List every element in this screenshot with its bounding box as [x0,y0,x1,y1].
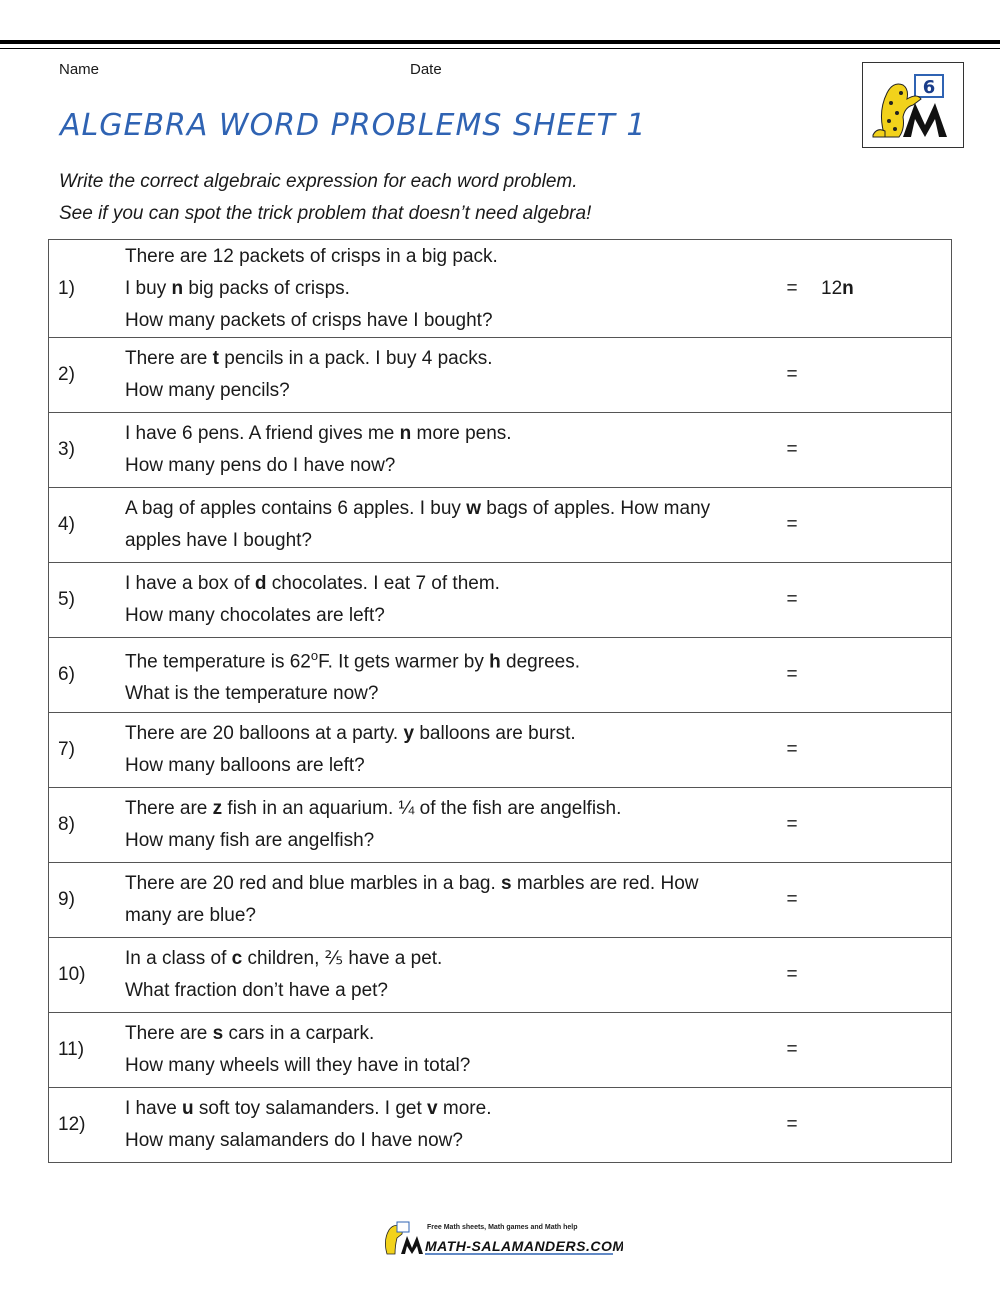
equals-sign: = [777,1088,807,1163]
problem-row [49,338,952,413]
answer-field[interactable] [807,1013,952,1088]
problem-number: 8) [49,788,126,863]
text-segment: What fraction don’t have a pet? [125,980,388,1001]
logo-grade: 6 [922,77,936,98]
problem-number: 5) [49,563,126,638]
equals-sign: = [777,413,807,488]
equals-sign: = [777,563,807,638]
text-segment: There are [125,348,213,369]
text-segment: F. It gets warmer by [318,651,490,673]
text-segment: children, ⅖ have a pet. [242,948,443,969]
problem-line [125,868,777,900]
text-segment: many are blue? [125,905,256,926]
variable: n [171,277,184,299]
variable: v [427,1098,438,1119]
problem-line [125,305,777,337]
problem-line [125,1018,777,1050]
answer-field[interactable] [807,338,952,413]
answer-field[interactable] [807,938,952,1013]
problem-line [125,943,777,975]
variable: d [254,573,267,594]
problem-line [125,568,777,600]
text-segment: more pens. [411,423,512,444]
variable: z [212,798,223,819]
variable: s [501,873,512,894]
equals-sign: = [777,638,807,713]
answer-text: 12 [821,277,843,299]
answer-field[interactable] [807,638,952,713]
answer-variable: n [842,277,854,299]
problem-row [49,638,952,713]
answer-field[interactable] [807,1088,952,1163]
equals-sign: = [777,788,807,863]
text-segment: There are 20 red and blue marbles in a bag. [125,873,502,894]
text-segment: marbles are red. How [511,873,699,894]
problem-number: 1) [49,240,126,338]
problem-line [125,493,777,525]
problem-text [125,563,777,638]
problem-text [125,788,777,863]
problem-line [125,1093,777,1125]
problem-number: 11) [49,1013,126,1088]
text-segment: What is the temperature now? [125,683,379,705]
footer-tagline: Free Math sheets, Math games and Math help [427,1224,578,1231]
equals-sign: = [777,240,807,338]
problem-line [125,900,777,932]
text-segment: pencils in a pack. I buy 4 packs. [218,348,493,369]
text-segment: How many chocolates are left? [125,605,385,626]
answer-field[interactable] [807,413,952,488]
problem-line [125,640,777,678]
problem-row [49,1013,952,1088]
problem-line [125,1050,777,1082]
problem-text [125,1013,777,1088]
date-label: Date [410,61,442,78]
text-segment: How many pens do I have now? [125,455,396,476]
text-segment: apples have I bought? [125,530,312,551]
problem-number: 9) [49,863,126,938]
problem-number: 12) [49,1088,126,1163]
problem-number: 6) [49,638,126,713]
top-rule-thick [0,40,1000,44]
math-salamanders-logo [862,62,964,148]
problem-text [125,938,777,1013]
problem-text [125,713,777,788]
footer-logo [383,1218,623,1258]
answer-field[interactable] [807,240,952,338]
equals-sign: = [777,338,807,413]
salamander-logo-icon [863,63,963,147]
text-segment: There are [125,1023,213,1044]
problem-line [125,525,777,557]
text-segment: There are 12 packets of crisps in a big pack. [125,245,498,267]
instruction-line: See if you can spot the trick problem that doesn’t need algebra! [59,203,592,224]
answer-field[interactable] [807,488,952,563]
problem-line [125,450,777,482]
problem-text [125,240,777,338]
variable: y [403,723,415,744]
problem-number: 4) [49,488,126,563]
answer-field[interactable] [807,563,952,638]
variable: w [466,498,481,519]
page-title: ALGEBRA WORD PROBLEMS SHEET 1 [60,108,647,143]
text-segment: There are [125,798,213,819]
problem-text [125,413,777,488]
problem-line [125,375,777,407]
text-segment: more. [437,1098,492,1119]
equals-sign: = [777,488,807,563]
text-segment: How many packets of crisps have I bought? [125,309,493,331]
text-segment: cars in a carpark. [223,1023,375,1044]
name-label: Name [59,61,100,78]
problem-number: 7) [49,713,126,788]
problem-row [49,788,952,863]
text-segment: How many wheels will they have in total? [125,1055,471,1076]
text-segment: chocolates. I eat 7 of them. [266,573,500,594]
problem-text [125,863,777,938]
problem-line [125,750,777,782]
problem-line [125,600,777,632]
instruction-line: Write the correct algebraic expression for each word problem. [59,171,578,192]
equals-sign: = [777,863,807,938]
problem-line [125,825,777,857]
text-segment: degrees. [500,651,580,673]
variable: h [489,651,501,673]
text-segment: How many pencils? [125,380,290,401]
footer-site: MATH-SALAMANDERS.COM [425,1238,623,1254]
text-segment: A bag of apples contains 6 apples. I buy [125,498,467,519]
problems-table [48,239,952,1163]
text-segment: How many balloons are left? [125,755,365,776]
text-segment: How many salamanders do I have now? [125,1130,463,1151]
problem-row [49,563,952,638]
problem-line [125,273,777,305]
answer-field[interactable] [807,713,952,788]
top-rule-thin [0,48,1000,49]
problem-number: 3) [49,413,126,488]
problem-line [125,1125,777,1157]
problem-number: 10) [49,938,126,1013]
answer-field[interactable] [807,863,952,938]
variable: n [399,423,412,444]
problem-row [49,488,952,563]
variable: u [182,1098,194,1119]
problem-row [49,413,952,488]
text-segment: There are 20 balloons at a party. [125,723,404,744]
text-segment: I have [125,1098,183,1119]
equals-sign: = [777,1013,807,1088]
instructions [59,166,591,230]
problem-row [49,938,952,1013]
problem-text [125,338,777,413]
text-segment: bags of apples. How many [480,498,711,519]
text-segment: fish in an aquarium. ¼ of the fish are angelfish. [222,798,622,819]
text-segment: I have a box of [125,573,255,594]
variable: s [212,1023,224,1044]
problem-line [125,793,777,825]
variable: c [231,948,243,969]
text-segment: I have 6 pens. A friend gives me [125,423,400,444]
equals-sign: = [777,938,807,1013]
text-segment: I buy [125,277,172,299]
problem-text [125,1088,777,1163]
problem-row [49,1088,952,1163]
problem-text [125,488,777,563]
answer-field[interactable] [807,788,952,863]
problem-row [49,240,952,338]
text-segment: How many fish are angelfish? [125,830,375,851]
text-segment: big packs of crisps. [183,277,350,299]
text-segment: In a class of [125,948,232,969]
problem-text [125,638,777,713]
text-segment: balloons are burst. [414,723,576,744]
problem-row [49,863,952,938]
problem-line [125,343,777,375]
problem-line [125,241,777,273]
text-segment: The temperature is 62 [125,651,311,673]
variable: t [212,348,219,369]
problem-row [49,713,952,788]
problem-line [125,678,777,710]
problem-line [125,975,777,1007]
problem-number: 2) [49,338,126,413]
problem-line [125,718,777,750]
degree-symbol: o [310,647,319,663]
equals-sign: = [777,713,807,788]
footer-salamander-icon [385,1222,423,1254]
problem-line [125,418,777,450]
text-segment: soft toy salamanders. I get [193,1098,428,1119]
